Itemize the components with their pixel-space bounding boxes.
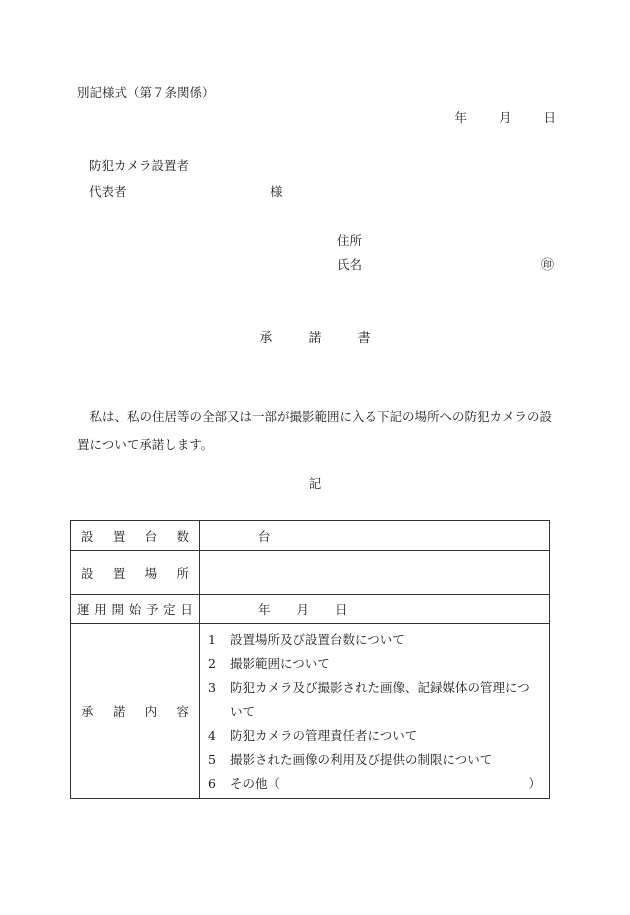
list-item: 1 設置場所及び設置台数について: [208, 631, 405, 647]
camera-count-unit: 台: [258, 528, 271, 544]
install-location-value[interactable]: [200, 551, 550, 595]
operation-start-value[interactable]: [200, 595, 550, 624]
camera-count-value[interactable]: [200, 521, 550, 551]
title-char: 書: [357, 331, 371, 346]
start-day-label: 日: [335, 602, 348, 617]
list-item-continuation: いて: [230, 704, 256, 719]
document-title: [0, 332, 630, 345]
install-location-label: 設 置 場 所: [71, 551, 200, 595]
address-label: 住所: [337, 233, 363, 248]
addressee-representative: 代表者: [89, 184, 127, 199]
ki-heading: 記: [308, 476, 322, 491]
list-item: 2 撮影範囲について: [208, 655, 330, 671]
list-item-other[interactable]: 6 その他（ ）: [208, 775, 541, 791]
list-item: 4 防犯カメラの管理責任者について: [208, 727, 418, 743]
date-month-label: 月: [498, 110, 512, 125]
title-char: 諾: [308, 331, 322, 346]
date-day-label: 日: [543, 110, 556, 125]
table-row: [71, 551, 550, 595]
form-reference: 別記様式（第７条関係）: [77, 85, 215, 100]
consent-details-table: [70, 520, 550, 799]
submission-date: [0, 112, 556, 125]
addressee-org: 防犯カメラ設置者: [89, 158, 190, 173]
consent-content-label: 承 諾 内 容: [71, 624, 200, 799]
list-item: 3 防犯カメラ及び撮影された画像、記録媒体の管理につ: [208, 679, 530, 695]
camera-count-label: 設 置 台 数: [71, 521, 200, 551]
date-year-label: 年: [454, 110, 467, 125]
table-row: [71, 595, 550, 624]
other-close-paren: ）: [528, 776, 541, 791]
title-char: 承: [259, 331, 273, 346]
consent-statement: 私は、私の住居等の全部又は一部が撮影範囲に入る下記の場所への防犯カメラの設置について承諾します。: [77, 409, 553, 452]
start-month-label: 月: [296, 602, 310, 617]
consent-content-list: [200, 624, 550, 799]
list-item: 5 撮影された画像の利用及び提供の制限について: [208, 751, 493, 767]
table-row: [71, 521, 550, 551]
seal-mark: ㊞: [541, 258, 555, 273]
table-row: [71, 624, 550, 799]
addressee-honorific: 様: [270, 184, 283, 199]
name-label: 氏名: [337, 257, 363, 272]
operation-start-label: 運 用 開 始 予 定 日: [71, 595, 200, 624]
start-year-label: 年: [258, 602, 271, 617]
